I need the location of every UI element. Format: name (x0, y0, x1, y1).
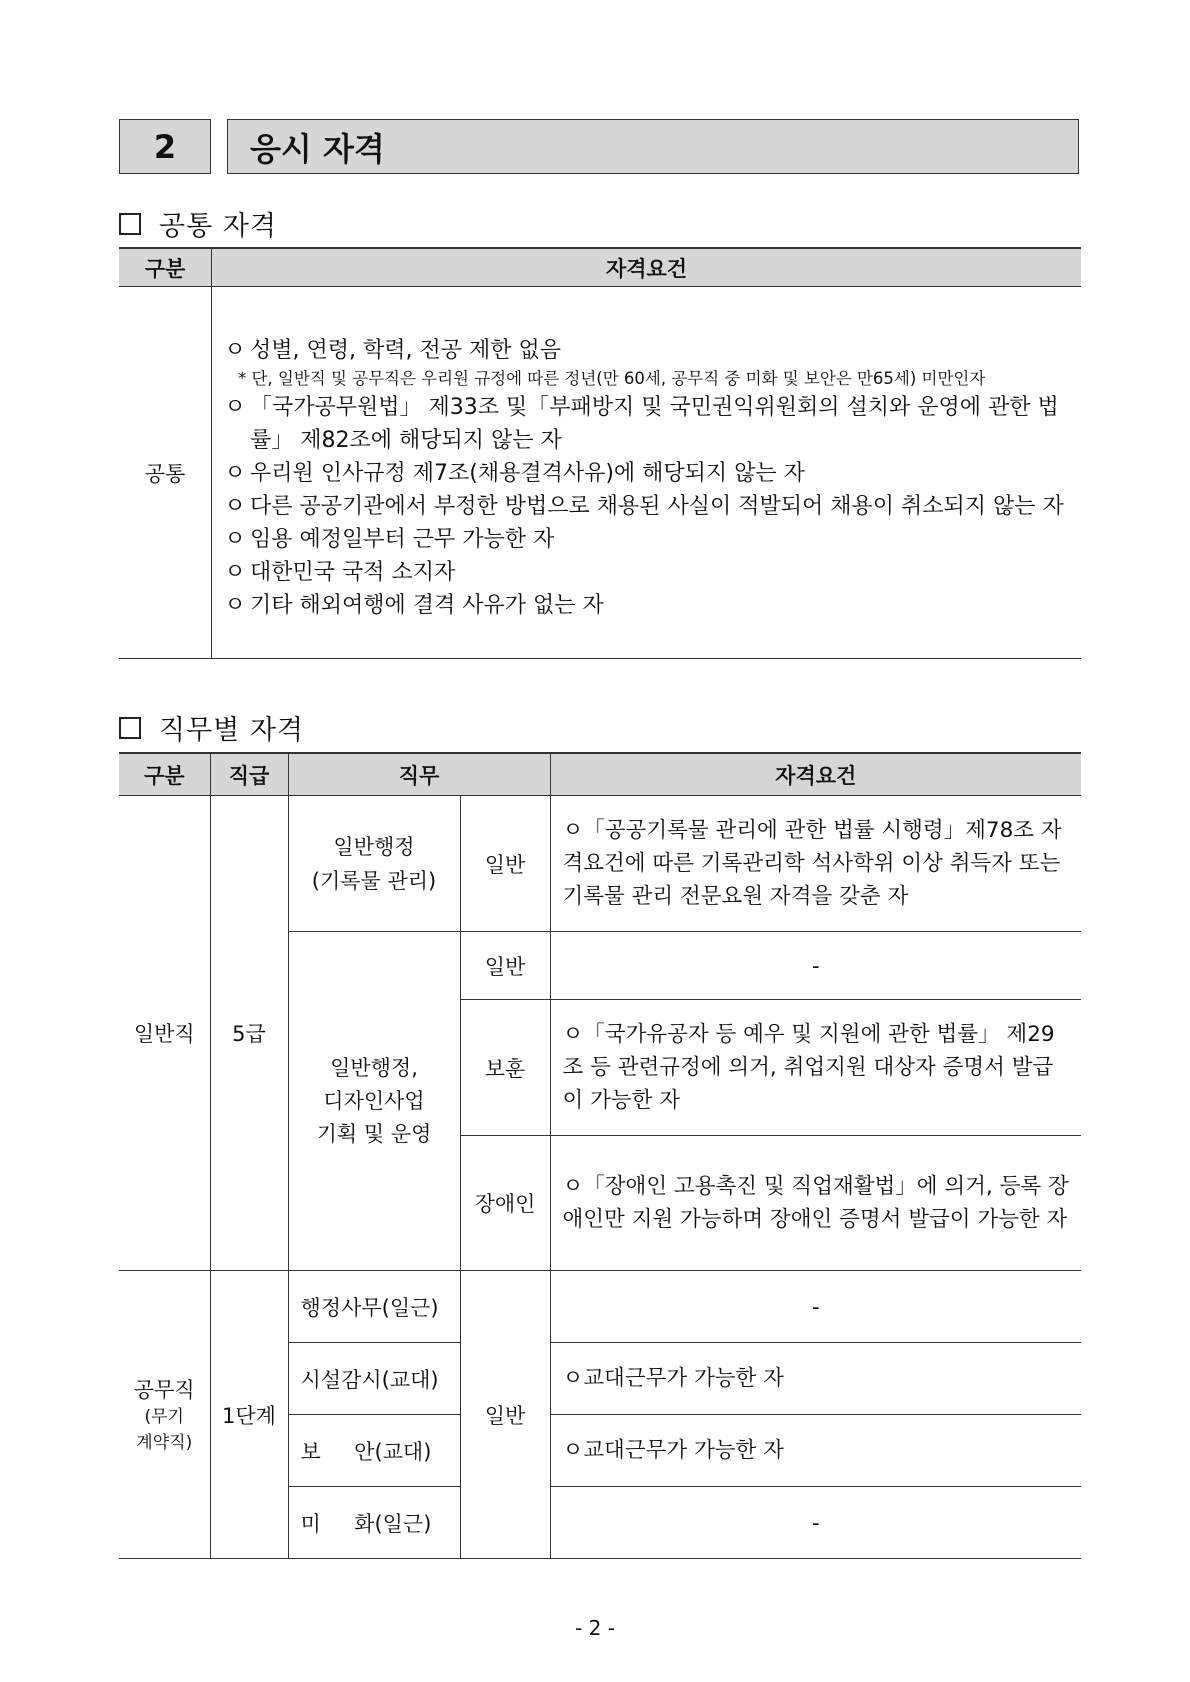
type-cell: 일반 (460, 932, 550, 1000)
common-heading-text: 공통 자격 (159, 211, 277, 242)
col-requirement-header: 자격요건 (212, 248, 1082, 287)
col-grade-header: 직급 (210, 753, 288, 796)
list-item: ㅇ 다른 공공기관에서 부정한 방법으로 채용된 사실이 적발되어 채용이 취소되지 않는 자 (224, 494, 1064, 519)
requirement-empty: - (550, 932, 1081, 1000)
list-item: ㅇ 대한민국 국적 소지자 (224, 560, 456, 585)
requirement-empty: - (550, 1271, 1081, 1343)
section-title: 응시 자격 (227, 119, 1079, 174)
requirement-list (212, 287, 1081, 658)
public-grade-cell: 1단계 (210, 1271, 288, 1559)
list-item: ㅇ 성별, 연령, 학력, 전공 제한 없음 (224, 338, 561, 363)
age-note: * 단, 일반직 및 공무직은 우리원 규정에 따른 정년(만 60세, 공무직 중 미화 및 보안은 만65세) 미만인자 (238, 369, 986, 388)
requirement-item: ㅇ「공공기록물 관리에 관한 법률 시행령」제78조 자격요건에 따른 기록관리학 석사학위 이상 취득자 또는 기록물 관리 전문요원 자격을 갖춘 자 (562, 818, 1062, 909)
col-requirement-header: 자격요건 (550, 753, 1081, 796)
public-category-cell: 공무직 (무기 계약직) (119, 1271, 210, 1559)
duty-admin-design-cell: 일반행정, 디자인사업 기획 및 운영 (288, 932, 460, 1271)
duty-cell: 보 안(교대) (288, 1415, 460, 1487)
checkbox-square-icon (119, 717, 141, 739)
common-qualification-table (119, 247, 1081, 659)
requirement-item: ㅇ「장애인 고용촉진 및 직업재활법」에 의거, 등록 장애인만 지원 가능하며 장애인 증명서 발급이 가능한 자 (562, 1174, 1069, 1232)
job-heading-text: 직무별 자격 (159, 715, 304, 746)
requirement-item: ㅇ교대근무가 가능한 자 (562, 1366, 784, 1391)
job-heading (119, 708, 304, 747)
list-item: ㅇ 기타 해외여행에 결격 사유가 없는 자 (224, 593, 604, 618)
list-item: ㅇ 우리원 인사규정 제7조(채용결격사유)에 해당되지 않는 자 (224, 461, 805, 486)
col-category-header: 구분 (119, 753, 210, 796)
type-cell: 장애인 (460, 1136, 550, 1271)
list-item: ㅇ 임용 예정일부터 근무 가능한 자 (224, 527, 555, 552)
general-category-cell: 일반직 (119, 796, 210, 1271)
page-number: - 2 - (575, 1616, 615, 1640)
requirement-empty: - (550, 1487, 1081, 1559)
requirement-item: ㅇ「국가유공자 등 예우 및 지원에 관한 법률」 제29조 등 관련규정에 의거, 취업지원 대상자 증명서 발급이 가능한 자 (562, 1022, 1055, 1113)
common-heading (119, 204, 277, 243)
type-cell: 일반 (460, 796, 550, 932)
category-cell: 공통 (119, 287, 212, 659)
requirement-item: ㅇ교대근무가 가능한 자 (562, 1438, 784, 1463)
col-category-header: 구분 (119, 248, 212, 287)
job-qualification-table (119, 752, 1081, 1559)
type-cell: 일반 (460, 1271, 550, 1559)
section-number: 2 (119, 119, 211, 174)
duty-cell: 행정사무(일근) (288, 1271, 460, 1343)
col-duty-header: 직무 (288, 753, 550, 796)
general-grade-cell: 5급 (210, 796, 288, 1271)
duty-cell: 미 화(일근) (288, 1487, 460, 1559)
checkbox-square-icon (119, 213, 141, 235)
type-cell: 보훈 (460, 1000, 550, 1136)
list-item: ㅇ 「국가공무원법」 제33조 및「부패방지 및 국민권익위원회의 설치와 운영에 관한 법률」 제82조에 해당되지 않는 자 (224, 395, 1059, 453)
duty-cell: 시설감시(교대) (288, 1343, 460, 1415)
duty-records-cell: 일반행정 (기록물 관리) (288, 796, 460, 932)
